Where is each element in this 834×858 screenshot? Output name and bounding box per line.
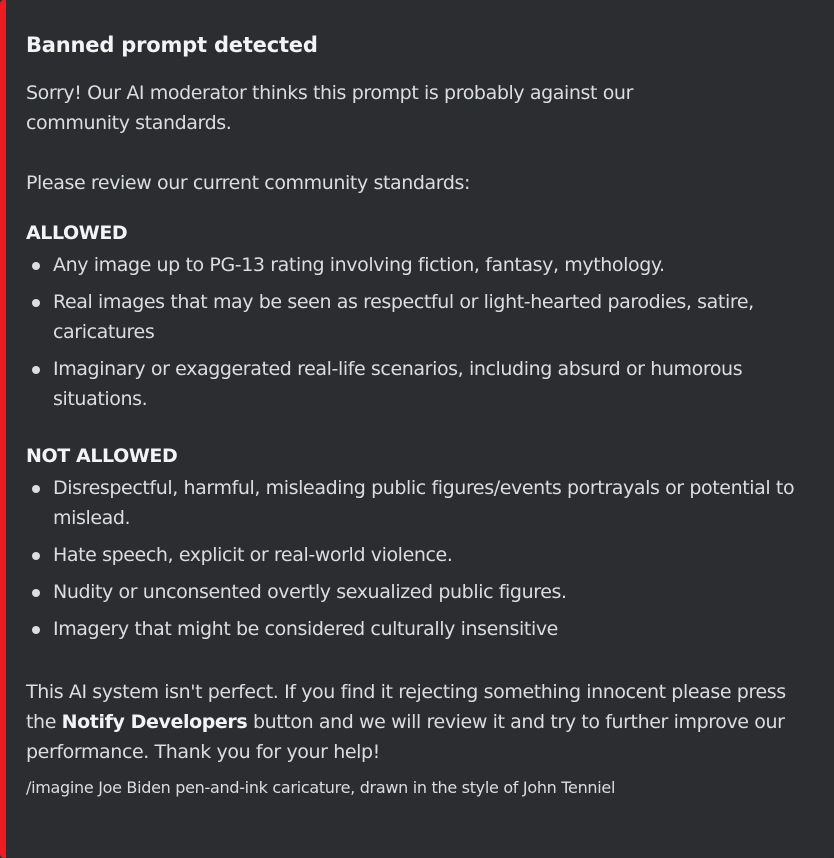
notify-developers-mention: Notify Developers bbox=[61, 711, 248, 733]
list-item: Any image up to PG-13 rating involving fiction, fantasy, mythology. bbox=[26, 250, 814, 280]
not-allowed-list bbox=[26, 473, 814, 644]
allowed-heading: ALLOWED bbox=[26, 222, 128, 244]
bullet-icon bbox=[32, 552, 40, 560]
list-item: Imagery that might be considered culturally insensitive bbox=[26, 614, 814, 644]
embed-description bbox=[26, 78, 814, 767]
embed-title: Banned prompt detected bbox=[26, 33, 318, 57]
list-item: Disrespectful, harmful, misleading public figures/events portrayals or potential to mislead. bbox=[26, 473, 814, 533]
list-item: Real images that may be seen as respectful or light-hearted parodies, satire, caricatures bbox=[26, 287, 814, 347]
list-item: Nudity or unconsented overtly sexualized public figures. bbox=[26, 577, 814, 607]
bullet-icon bbox=[32, 366, 40, 374]
bullet-icon bbox=[32, 262, 40, 270]
intro-line-2: community standards. bbox=[26, 112, 232, 134]
not-allowed-heading: NOT ALLOWED bbox=[26, 445, 178, 467]
intro-line-1: Sorry! Our AI moderator thinks this prompt is probably against our bbox=[26, 82, 633, 104]
list-item: Imaginary or exaggerated real-life scenarios, including absurd or humorous situations. bbox=[26, 354, 814, 414]
bullet-icon bbox=[32, 485, 40, 493]
list-item: Hate speech, explicit or real-world violence. bbox=[26, 540, 814, 570]
review-text: Please review our current community standards: bbox=[26, 172, 471, 194]
bullet-icon bbox=[32, 299, 40, 307]
embed-footer: /imagine Joe Biden pen-and-ink caricature, drawn in the style of John Tenniel bbox=[26, 778, 616, 797]
allowed-list bbox=[26, 250, 814, 414]
bullet-icon bbox=[32, 626, 40, 634]
closing-text: This AI system isn't perfect. If you find it rejecting something innocent please press the Notify Developers button and we will review it and try to further improve our performance. Thank you for your help! bbox=[26, 681, 786, 763]
intro-text bbox=[26, 78, 814, 138]
bullet-icon bbox=[32, 589, 40, 597]
